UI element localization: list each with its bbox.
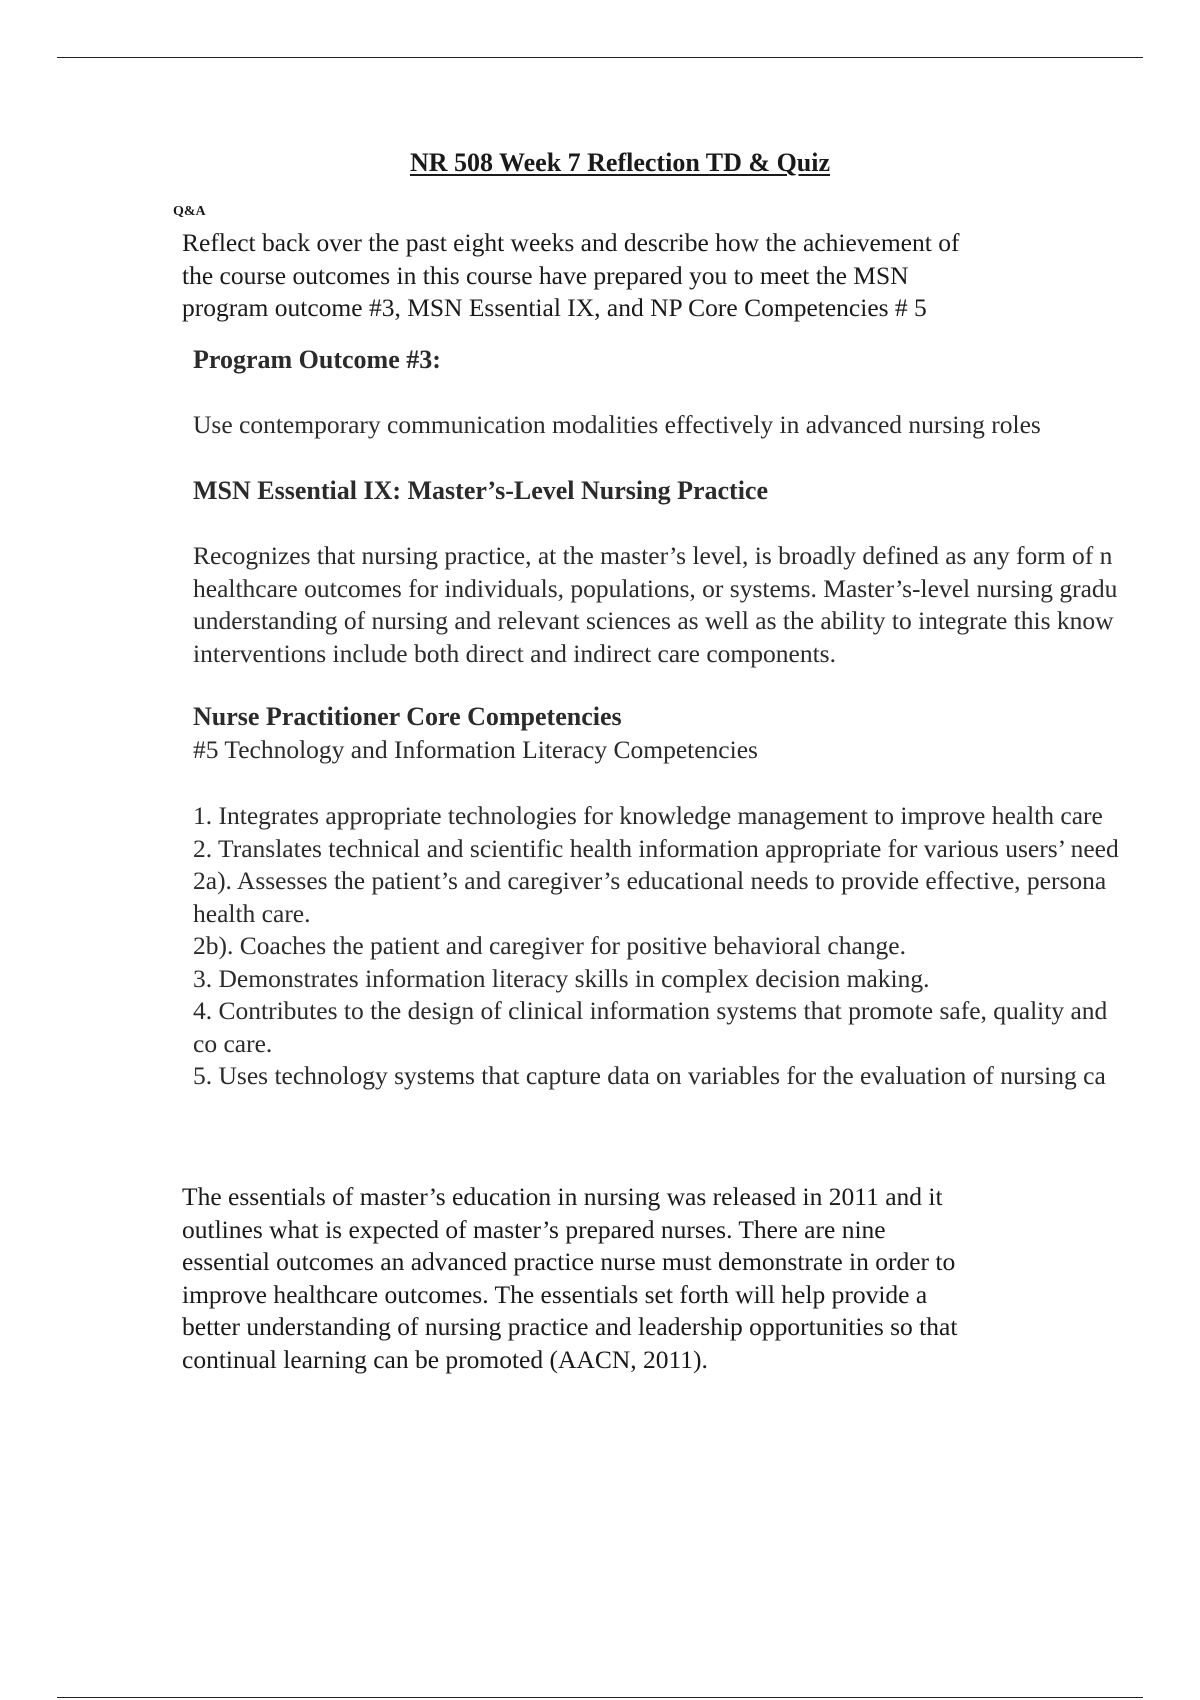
- list-item: 1. Integrates appropriate technologies for knowledge management to improve health care: [193, 801, 1103, 830]
- essay-line: improve healthcare outcomes. The essentials set forth will help provide a: [182, 1279, 928, 1309]
- np-competencies-list: [193, 800, 1200, 1093]
- msn-essential-line: healthcare outcomes for individuals, populations, or systems. Master’s-level nursing gradu: [193, 573, 1118, 603]
- list-item: 3. Demonstrates information literacy skills in complex decision making.: [193, 963, 930, 993]
- list-item: 4. Contributes to the design of clinical information systems that promote safe, quality and: [193, 996, 1108, 1025]
- document-title: NR 508 Week 7 Reflection TD & Quiz: [409, 148, 831, 177]
- msn-essential-line: interventions include both direct and indirect care components.: [193, 638, 836, 668]
- msn-essential-text: [193, 540, 1200, 670]
- qa-label: Q&A: [173, 204, 206, 219]
- msn-essential-line: Recognizes that nursing practice, at the master’s level, is broadly defined as any form of n: [193, 541, 1113, 570]
- msn-essential-heading: MSN Essential IX: Master’s-Level Nursing Practice: [193, 476, 768, 505]
- essay-line: better understanding of nursing practice and leadership opportunities so that: [182, 1312, 958, 1341]
- list-item: 2a). Assesses the patient’s and caregiver’s educational needs to provide effective, persona: [193, 866, 1107, 895]
- list-item: health care.: [193, 898, 311, 928]
- np-competencies-subheading: #5 Technology and Information Literacy Competencies: [193, 735, 758, 764]
- top-divider: [57, 57, 1143, 58]
- prompt-line: Reflect back over the past eight weeks and describe how the achievement of: [182, 228, 960, 257]
- essay-line: outlines what is expected of master’s prepared nurses. There are nine: [182, 1214, 886, 1244]
- list-item: 5. Uses technology systems that capture data on variables for the evaluation of nursing ca: [193, 1061, 1106, 1090]
- list-item: co care.: [193, 1028, 273, 1058]
- program-outcome-heading: Program Outcome #3:: [193, 345, 441, 374]
- question-prompt: [182, 227, 959, 325]
- list-item: 2. Translates technical and scientific health information appropriate for various users’ need: [193, 833, 1119, 863]
- essay-line: continual learning can be promoted (AACN, 2011).: [182, 1344, 708, 1374]
- np-competencies-heading: Nurse Practitioner Core Competencies: [193, 702, 622, 731]
- program-outcome-text: Use contemporary communication modalities effectively in advanced nursing roles: [193, 410, 1041, 439]
- essay-line: The essentials of master’s education in nursing was released in 2011 and it: [182, 1182, 943, 1211]
- prompt-line: the course outcomes in this course have prepared you to meet the MSN: [182, 260, 909, 290]
- list-item: 2b). Coaches the patient and caregiver for positive behavioral change.: [193, 931, 907, 960]
- essay-line: essential outcomes an advanced practice nurse must demonstrate in order to: [182, 1247, 956, 1276]
- prompt-line: program outcome #3, MSN Essential IX, and NP Core Competencies # 5: [182, 293, 927, 322]
- essay-paragraph: [182, 1181, 957, 1376]
- bottom-divider: [57, 1697, 1143, 1698]
- msn-essential-line: understanding of nursing and relevant sciences as well as the ability to integrate this know: [193, 606, 1114, 635]
